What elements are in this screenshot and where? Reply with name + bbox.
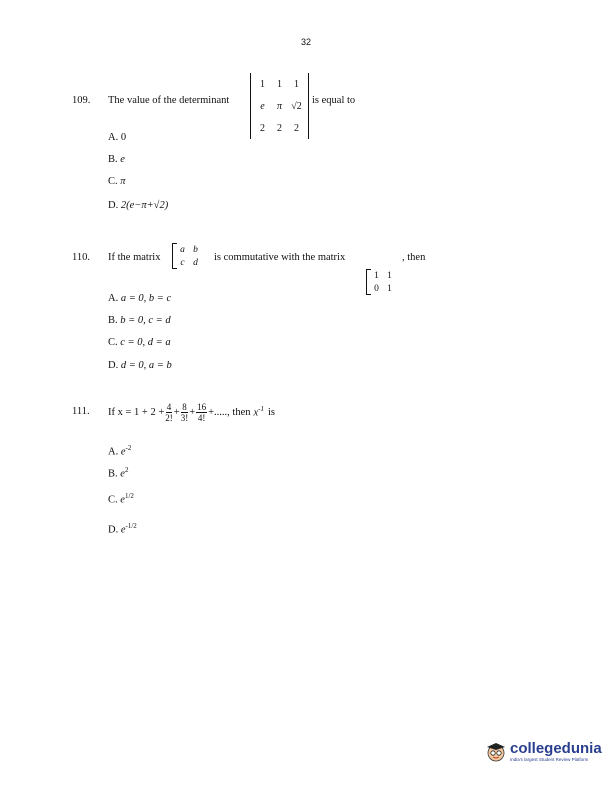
q111-fraction-3: $\frac{16}{4!}$ (197, 401, 207, 423)
q111-option-c: C. $e^{1/2}$ (108, 492, 134, 506)
q111-option-d: D. $e^{-1/2}$ (108, 522, 137, 536)
q110-text-middle: is commutative with the matrix (214, 252, 346, 263)
matrix-cell: a (180, 244, 185, 255)
det-cell: e (260, 100, 265, 112)
matrix-cell: b (193, 244, 198, 255)
q111-text: If x = 1 + 2 + $\frac{4}{2!}$ + $\frac{8}{3!}$ + $\frac{16}{4!}$ +....., then $x^{-1}$ is (108, 401, 276, 423)
matrix-cell: 1 (387, 270, 392, 281)
q111-text-end: is (268, 406, 276, 418)
det-cell: 1 (277, 78, 282, 90)
q111-fraction-2: $\frac{8}{3!}$ (180, 401, 189, 423)
det-cell: π (276, 100, 282, 112)
q110-text-before: If the matrix (108, 252, 161, 263)
q109-option-d: D. 2(e−π+√2) (108, 200, 169, 211)
q111-option-a: A. $e^{-2}$ (108, 444, 132, 458)
collegedunia-logo (485, 740, 602, 762)
q110-option-b: B. b = 0, c = d (108, 315, 171, 326)
page-number: 32 (300, 37, 311, 47)
det-cell: 1 (260, 78, 265, 90)
q110-number: 110. (72, 252, 90, 263)
det-cell: √2 (291, 100, 302, 112)
det-cell: 1 (294, 78, 299, 90)
q109-option-c: C. π (108, 176, 126, 187)
mascot-icon (485, 740, 507, 762)
matrix-cell: d (193, 257, 198, 268)
q110-option-d: D. d = 0, a = b (108, 360, 172, 371)
matrix-cell: 0 (374, 283, 379, 294)
logo-tagline: India's largest Student Review Platform (510, 757, 589, 762)
q111-fraction-1: $\frac{4}{2!}$ (165, 401, 173, 423)
det-cell: 2 (260, 122, 265, 134)
matrix-cell: 1 (374, 270, 379, 281)
q109-option-a: A. 0 (108, 132, 127, 143)
matrix-cell: 1 (387, 283, 392, 294)
q110-option-a: A. a = 0, b = c (108, 293, 172, 304)
matrix-cell: c (180, 257, 185, 268)
q109-option-b: B. e (108, 154, 125, 165)
q110-text-after: , then (402, 252, 426, 263)
q111-number: 111. (72, 406, 90, 417)
q110-option-c: C. c = 0, d = a (108, 337, 171, 348)
q109-determinant (250, 73, 309, 139)
q109-text-before: The value of the determinant (108, 95, 230, 106)
logo-name: collegedunia (510, 740, 602, 757)
det-cell: 2 (277, 122, 282, 134)
q111-option-b: B. $e^2$ (108, 466, 129, 480)
q109-number: 109. (72, 95, 91, 106)
q111-text-after: +....., then (208, 406, 251, 418)
q109-text-after: is equal to (312, 95, 356, 106)
det-cell: 2 (294, 122, 299, 134)
q111-text-before: If x = 1 + 2 + (108, 406, 165, 418)
q110-matrix-b (366, 269, 612, 295)
